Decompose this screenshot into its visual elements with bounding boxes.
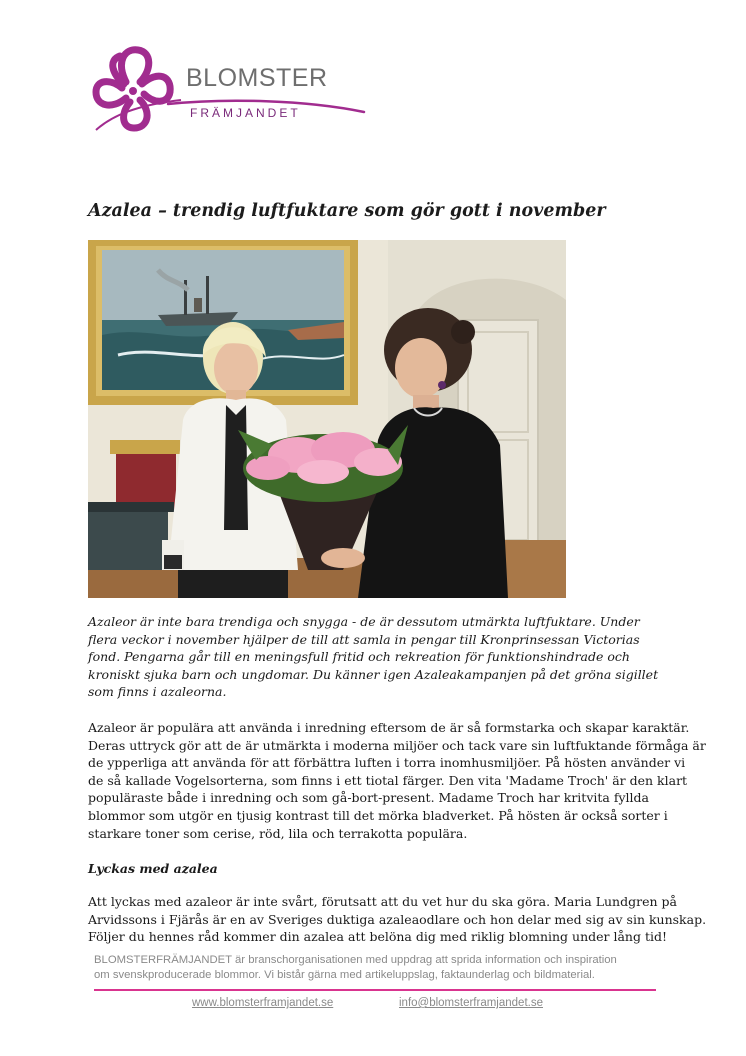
footer-note-line: BLOMSTERFRÄMJANDET är branschorganisationen med uppdrag att sprida information och inspiration xyxy=(94,954,617,966)
paragraph-line: populäraste både i inredning och som gå-bort-present. Madame Troch har kritvita fyllda xyxy=(88,790,649,806)
logo xyxy=(86,42,366,137)
article-paragraph xyxy=(88,719,706,842)
logo-wordmark: BLOMSTER xyxy=(186,64,328,92)
intro-line: flera veckor i november hjälper de till att samla in pengar till Kronprinsessan Victorias xyxy=(88,631,640,647)
paragraph-line: Att lyckas med azaleor är inte svårt, förutsatt att du vet hur du ska göra. Maria Lundgren på xyxy=(88,894,677,909)
email-link[interactable]: info@blomsterframjandet.se xyxy=(399,997,543,1009)
intro-line: Azaleor är inte bara trendiga och snygga - de är dessutom utmärkta luftfuktare. Under xyxy=(88,614,640,629)
section-subheading: Lyckas med azalea xyxy=(88,861,218,876)
paragraph-line: de ypperliga att använda för att förbättra luften i torra inomhusmiljöer. På hösten använder vi xyxy=(88,755,686,771)
photo-two-women-with-azalea-bouquet xyxy=(88,240,566,598)
paragraph-line: starkare toner som cerise, röd, lila och terrakotta populära. xyxy=(88,825,468,841)
flower-logo-icon xyxy=(86,42,186,137)
paragraph-line: Arvidssons i Fjärås är en av Sveriges duktiga azaleaodlare och hon delar med sig av sin kunskap. xyxy=(88,911,707,927)
paragraph-line: Följer du hennes råd kommer din azalea att belöna dig med riklig blomning under lång tid! xyxy=(88,929,667,945)
article-intro xyxy=(88,613,659,701)
logo-subline: FRÄMJANDET xyxy=(190,106,301,120)
paragraph-line: Azaleor är populära att använda i inredning eftersom de är så formstarka och skapar karaktär. xyxy=(88,720,690,735)
paragraph-line: de så kallade Vogelsorterna, som finns i ett tiotal färger. Den vita 'Madame Troch' är den klart xyxy=(88,772,688,788)
intro-line: fond. Pengarna går till en meningsfull fritid och rekreation för funktionshindrade och xyxy=(88,649,630,665)
footer-divider xyxy=(94,989,656,991)
website-link[interactable]: www.blomsterframjandet.se xyxy=(192,997,334,1009)
article-paragraph xyxy=(88,893,707,946)
paragraph-line: Deras uttryck gör att de är utmärkta i moderna miljöer och tack vare sin luftfuktande förmåga är xyxy=(88,737,706,753)
intro-line: kroniskt sjuka barn och ungdomar. Du känner igen Azaleakampanjen på det gröna sigillet xyxy=(88,666,659,682)
article-photo xyxy=(88,240,566,598)
footer-note xyxy=(94,953,664,983)
paragraph-line: blommor som utgör en tjusig kontrast till det mörka bladverket. På hösten är också sorter i xyxy=(88,807,668,823)
footer-note-line: om svenskproducerade blommor. Vi bistår gärna med artikeluppslag, faktaunderlag och bildmaterial. xyxy=(94,969,595,981)
article-title: Azalea – trendig luftfuktare som gör gott i november xyxy=(88,201,606,221)
intro-line: som finns i azaleorna. xyxy=(88,684,227,700)
